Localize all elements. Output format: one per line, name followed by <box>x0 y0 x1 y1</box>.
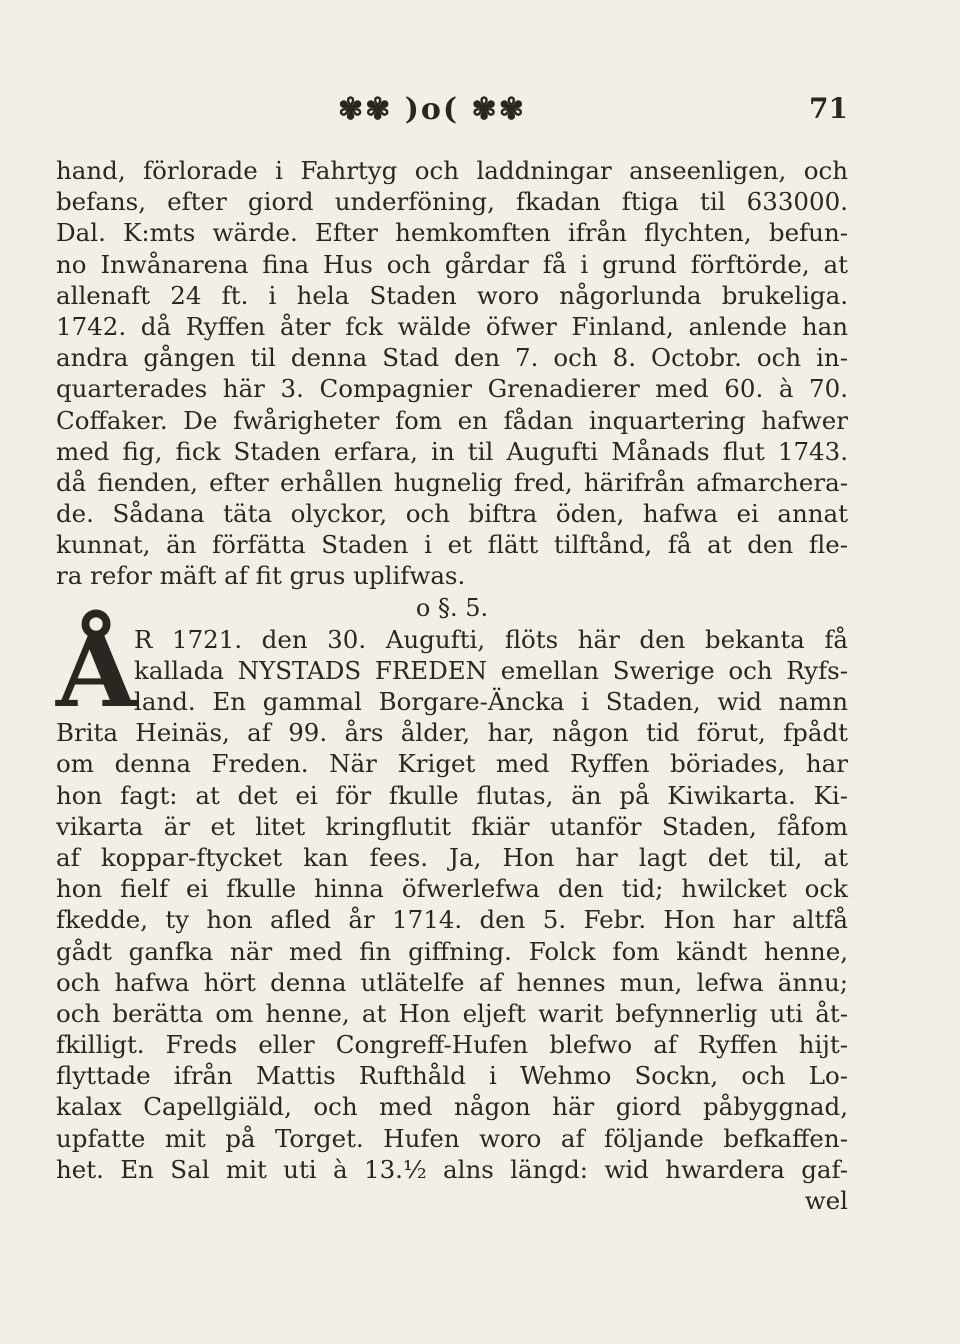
text-line: hon fielf ei fkulle hinna öfwerlefwa den tid; hwilcket ock <box>56 874 848 904</box>
text-line: het. En Sal mit uti à 13.½ alns längd: wid hwardera gaf- <box>56 1154 848 1184</box>
page-number: 71 <box>809 92 848 125</box>
text-line: upfatte mit på Torget. Hufen woro af följande befkaffen- <box>56 1123 848 1153</box>
page-header <box>0 92 960 132</box>
text-line: af koppar-ftycket kan fees. Ja, Hon har lagt det til, at <box>56 842 848 872</box>
paragraph-section-5 <box>56 717 848 1185</box>
text-line: kunnat, än förfätta Staden i et flätt tilftånd, få at den fle- <box>56 530 848 560</box>
text-line: ra refor mäft af fit grus uplifwas. <box>56 561 466 591</box>
text-line: fkilligt. Freds eller Congreff-Hufen blefwo af Ryffen hijt- <box>56 1030 848 1060</box>
text-line: de. Sådana täta olyckor, och biftra öden, hafwa ei annat <box>56 499 848 529</box>
text-line: 1742. då Ryffen åter fck wälde öfwer Finland, anlende han <box>56 311 848 341</box>
text-line: fkedde, ty hon afled år 1714. den 5. Febr. Hon har altfå <box>56 905 848 935</box>
text-line: R 1721. den 30. Augufti, flöts här den bekanta få <box>134 624 848 654</box>
text-line: gådt ganfka när med fin giffning. Folck fom kändt henne, <box>56 936 848 966</box>
text-line: med fig, fick Staden erfara, in til Augufti Månads flut 1743. <box>56 436 848 466</box>
text-line: då fienden, efter erhållen hugnelig fred, härifrån afmarchera- <box>56 467 848 497</box>
text-line: andra gången til denna Stad den 7. och 8. Octobr. och in- <box>56 343 848 373</box>
text-line: Brita Heinäs, af 99. års ålder, har, någon tid förut, fpådt <box>56 718 848 748</box>
text-line: och hafwa hört denna utlätelfe af hennes mun, lefwa ännu; <box>56 967 848 997</box>
text-line: Dal. K:mts wärde. Efter hemkomften ifrån flychten, befun- <box>56 218 848 248</box>
body-text <box>56 155 848 1216</box>
dropcap-lines <box>134 624 848 718</box>
text-line: land. En gammal Borgare-Äncka i Staden, wid namn <box>134 687 848 716</box>
text-line: hand, förlorade i Fahrtyg och laddningar anseenligen, och <box>56 156 848 185</box>
text-line: quarterades här 3. Compagnier Grenadierer med 60. à 70. <box>56 374 848 404</box>
paragraph-section-4-end <box>56 155 848 592</box>
text-line: allenaft 24 ft. i hela Staden woro någorlunda brukeliga. <box>56 280 848 310</box>
text-line: kallada NYSTADS FREDEN emellan Swerige och Ryfs- <box>134 655 848 685</box>
drop-cap-letter: Å <box>56 607 137 731</box>
text-line: befans, efter giord underföning, fkadan ftiga til 633000. <box>56 187 848 217</box>
catchword: wel <box>804 1186 848 1216</box>
section-heading: o §. 5. <box>415 593 489 622</box>
text-line: och berätta om henne, at Hon eljeft warit befynnerlig uti åt- <box>56 998 848 1028</box>
text-line: hon fagt: at det ei för fkulle flutas, än på Kiwikarta. Ki- <box>56 780 848 810</box>
text-line: flyttade ifrån Mattis Rufthåld i Wehmo Sockn, och Lo- <box>56 1061 848 1091</box>
text-line: vikarta är et litet kringflutit fkiär utanför Staden, fåfom <box>56 811 848 841</box>
text-line: Coffaker. De fwårigheter fom en fådan inquartering hafwer <box>56 405 848 435</box>
text-line: no Inwånarena fina Hus och gårdar få i grund förftörde, at <box>56 249 848 279</box>
running-head-ornament: ✾✾ )o( ✾✾ <box>338 92 526 127</box>
text-line: om denna Freden. När Kriget med Ryffen böriades, har <box>56 749 848 779</box>
text-line: kalax Capellgiäld, och med någon här giord påbyggnad, <box>56 1092 848 1122</box>
